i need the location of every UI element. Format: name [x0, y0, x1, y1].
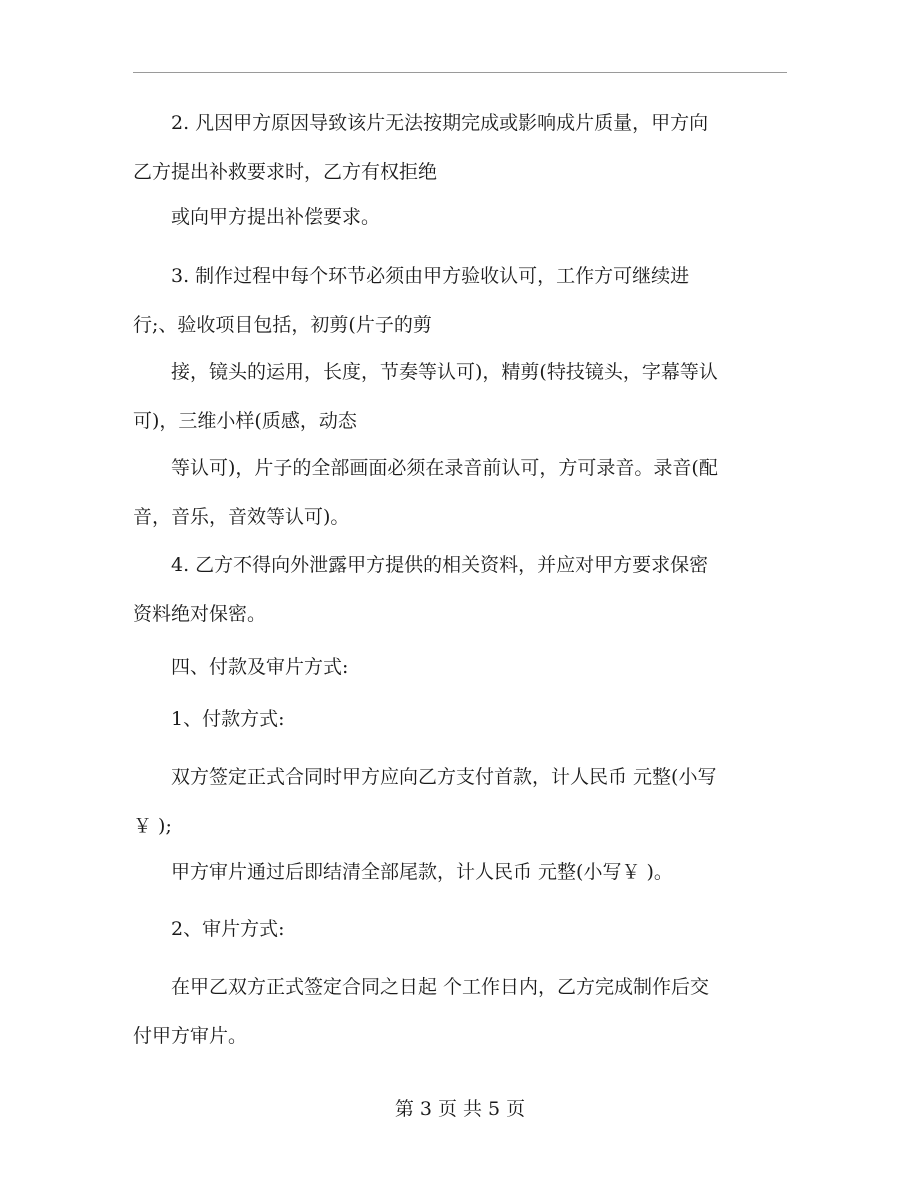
- text-line: 甲方审片通过后即结清全部尾款，计人民币 元整(小写￥ )。: [133, 861, 673, 883]
- text-line: 4. 乙方不得向外泄露甲方提供的相关资料，并应对甲方要求保密: [133, 554, 709, 576]
- text-line: 行;、验收项目包括，初剪(片子的剪: [133, 314, 432, 336]
- text-line: 1、付款方式:: [133, 708, 285, 730]
- paragraph-review-timeline: [133, 963, 787, 1061]
- text-line: 2. 凡因甲方原因导致该片无法按期完成或影响成片质量，甲方向: [133, 112, 709, 134]
- section-heading-payment-review: [133, 643, 787, 692]
- paragraph-clause-4: [133, 541, 787, 639]
- text-line: 在甲乙双方正式签定合同之日起 个工作日内，乙方完成制作后交: [133, 976, 710, 998]
- paragraph-clause-2: [133, 99, 787, 197]
- text-line: 四、付款及审片方式:: [133, 656, 349, 678]
- page-number-footer: 第 3 页 共 5 页: [394, 1098, 526, 1120]
- paragraph-edit-items: [133, 348, 787, 446]
- text-line: 资料绝对保密。: [133, 603, 267, 625]
- text-line: 付甲方审片。: [133, 1025, 248, 1047]
- text-line: 接，镜头的运用，长度，节奏等认可)，精剪(特技镜头，字幕等认: [133, 361, 718, 383]
- text-line: 或向甲方提出补偿要求。: [133, 206, 381, 228]
- subheading-payment-method: [133, 695, 787, 744]
- header-rule: [133, 72, 787, 73]
- paragraph-clause-3: [133, 252, 787, 350]
- text-line: 双方签定正式合同时甲方应向乙方支付首款，计人民币 元整(小写: [133, 766, 717, 788]
- text-line: 3. 制作过程中每个环节必须由甲方验收认可，工作方可继续进: [133, 265, 690, 287]
- text-line: 等认可)，片子的全部画面必须在录音前认可，方可录音。录音(配: [133, 457, 718, 479]
- paragraph-recording: [133, 444, 787, 542]
- text-line: 乙方提出补救要求时，乙方有权拒绝: [133, 161, 438, 183]
- text-line: 可)，三维小样(质感，动态: [133, 410, 357, 432]
- text-line: ￥ );: [133, 815, 172, 837]
- paragraph-first-payment: [133, 753, 787, 851]
- text-line: 2、审片方式:: [133, 918, 285, 940]
- subheading-review-method: [133, 905, 787, 954]
- paragraph-compensation: [133, 193, 787, 242]
- text-line: 音，音乐，音效等认可)。: [133, 506, 350, 528]
- paragraph-final-payment: [133, 848, 787, 897]
